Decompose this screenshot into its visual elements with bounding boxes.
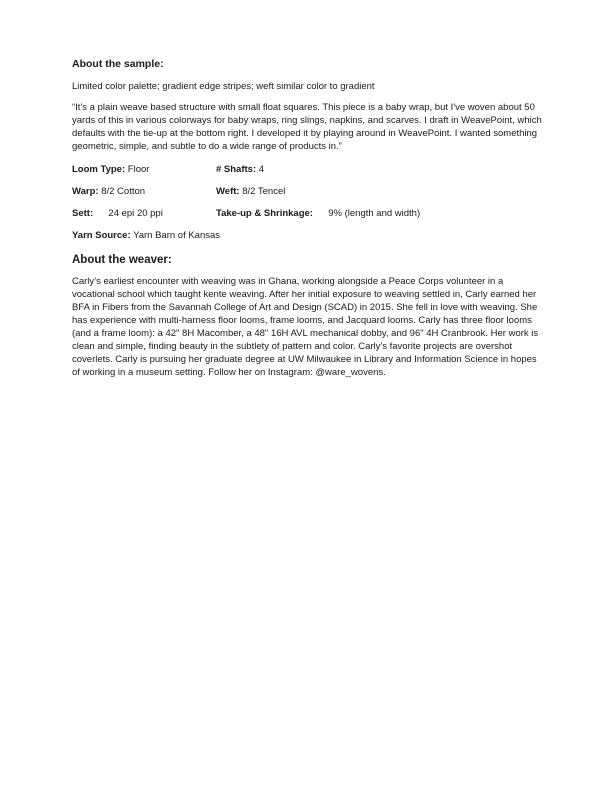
loom-type-value: Floor	[127, 164, 150, 175]
about-weaver-heading: About the weaver:	[72, 254, 172, 266]
sample-summary: Limited color palette; gradient edge stripes; weft similar color to gradient	[72, 81, 375, 92]
sample-quote: “It's a plain weave based structure with small float squares. This piece is a baby wrap, but I've woven about 50 yards of this in various colorways for baby wraps, ring slings, napkins, and scarves. I draft in WeavePoint, which defaults with the tie-up at the bottom right. I developed it by playing around in WeavePoint. I wanted something geometric, simple, and subtle to do a wide range of products in.”	[72, 102, 542, 152]
yarn-source	[72, 229, 220, 242]
sett	[72, 207, 216, 220]
takeup-label: Take-up & Shrinkage:	[216, 208, 313, 219]
about-sample-heading: About the sample:	[72, 58, 164, 70]
spec-row-loom	[72, 163, 542, 176]
sett-label: Sett:	[72, 208, 94, 219]
yarn-source-label: Yarn Source:	[72, 230, 131, 241]
weft	[216, 185, 542, 198]
takeup-value: 9% (length and width)	[328, 208, 421, 219]
weft-label: Weft:	[216, 186, 240, 197]
warp-value: 8/2 Cotton	[101, 186, 146, 197]
takeup	[216, 207, 542, 220]
warp	[72, 185, 216, 198]
spec-row-yarn	[72, 185, 542, 198]
shafts-value: 4	[258, 164, 265, 175]
loom-type	[72, 163, 216, 176]
shafts-label: # Shafts:	[216, 164, 257, 175]
spec-row-source	[72, 229, 542, 242]
loom-type-label: Loom Type:	[72, 164, 126, 175]
warp-label: Warp:	[72, 186, 99, 197]
document-content	[72, 58, 542, 387]
yarn-source-value: Yarn Barn of Kansas	[133, 230, 221, 241]
sett-ppi: 20 ppi	[136, 208, 163, 219]
weaver-bio: Carly’s earliest encounter with weaving was in Ghana, working alongside a Peace Corps volunteer in a vocational school which taught kente weaving. After her initial exposure to weaving settled in, Carly earned her BFA in Fibers from the Savannah College of Art and Design (SCAD) in 2015. She fell in love with weaving. She has experience with multi-harness floor looms, frame looms, and Jacquard looms. Carly has three floor looms (and a frame loom): a 42" 8H Macomber, a 48" 16H AVL mechanical dobby, and 96" 4H Cranbrook. Her work is clean and simple, finding beauty in the subtlety of pattern and color. Carly's favorite projects are overshot coverlets. Carly is pursuing her graduate degree at UW Milwaukee in Library and Information Science in hopes of working in a museum setting. Follow her on Instagram: @ware_wovens.	[72, 276, 539, 378]
sett-epi: 24 epi	[108, 208, 135, 219]
weft-value: 8/2 Tencel	[242, 186, 286, 197]
shafts	[216, 163, 542, 176]
spec-row-sett	[72, 207, 542, 220]
